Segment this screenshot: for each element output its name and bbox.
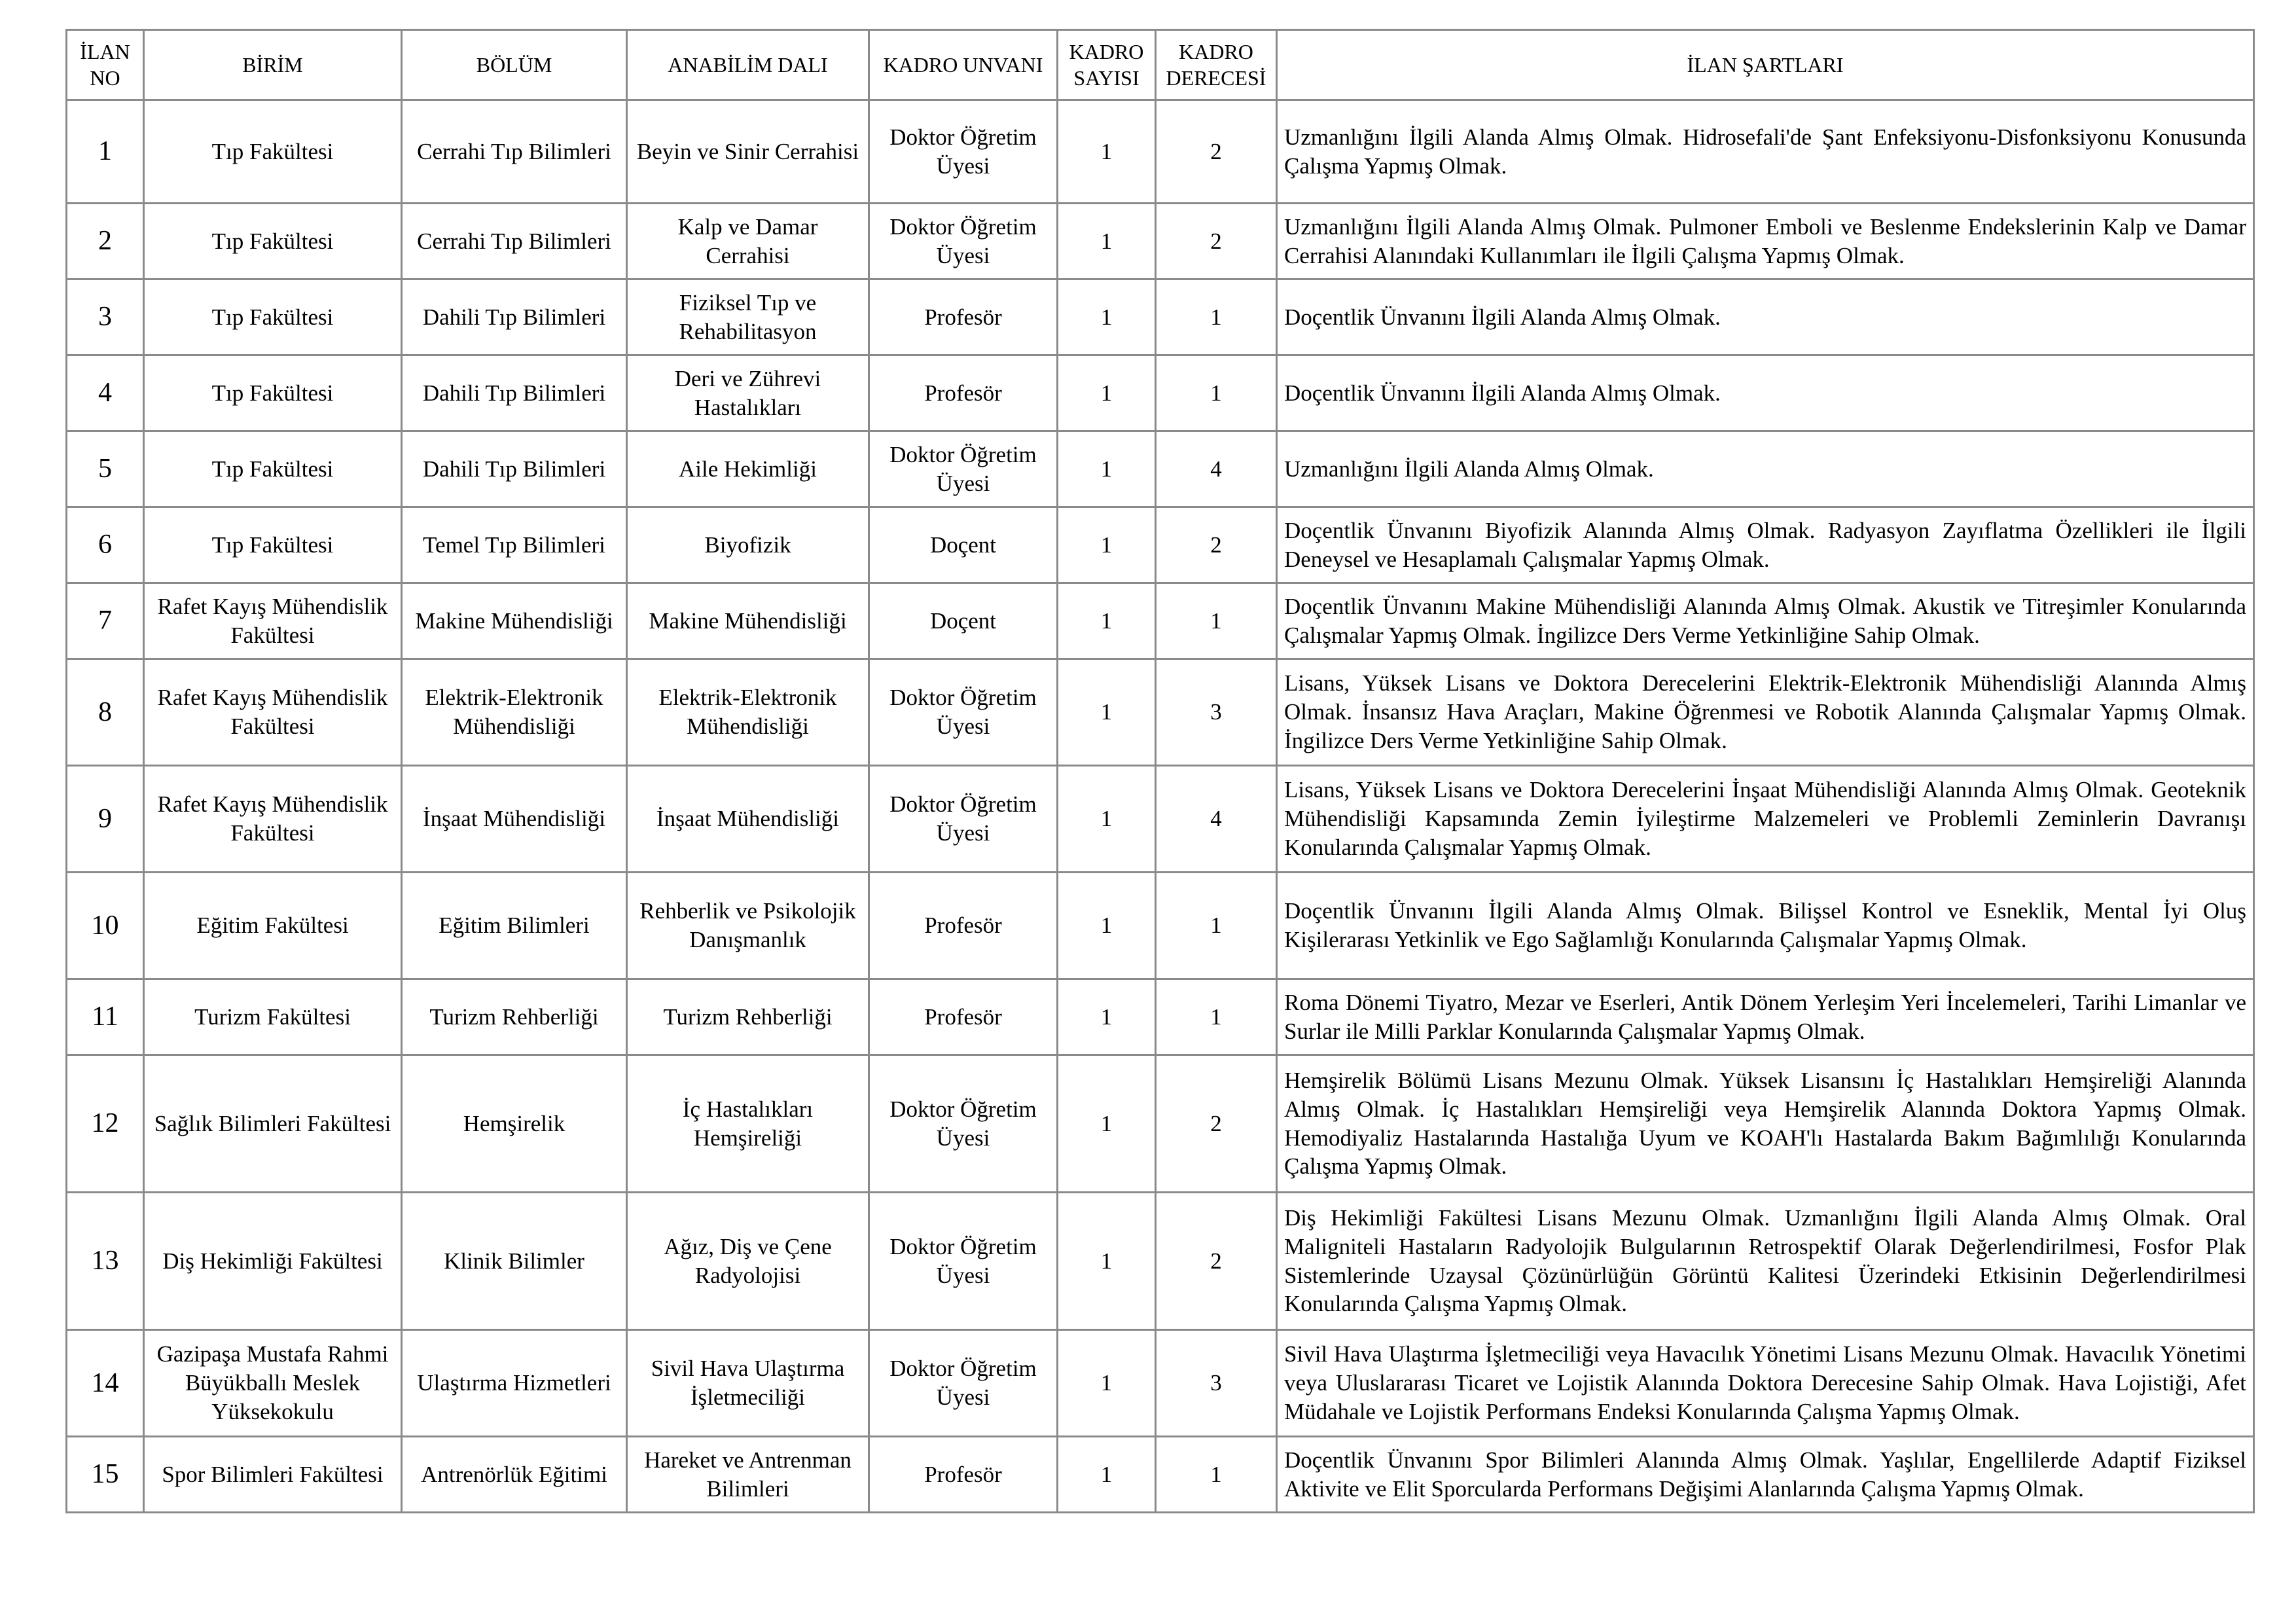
- ilan-sartlari-cell: Roma Dönemi Tiyatro, Mezar ve Eserleri, Antik Dönem Yerleşim Yeri İncelemeleri, Tarihi Limanlar ve Surlar ile Milli Parklar Konularında Çalışmalar Yapmış Olmak.: [1277, 979, 2254, 1055]
- ilan-no-cell: 2: [67, 204, 144, 280]
- kadro-derecesi-cell: 2: [1156, 204, 1277, 280]
- birim-cell: Tıp Fakültesi: [144, 507, 402, 583]
- anabilim-dali-cell: Turizm Rehberliği: [627, 979, 869, 1055]
- ilan-sartlari-cell: Uzmanlığını İlgili Alanda Almış Olmak.: [1277, 431, 2254, 507]
- ilan-sartlari-cell: Doçentlik Ünvanını İlgili Alanda Almış Olmak.: [1277, 280, 2254, 355]
- kadro-unvani-cell: Doçent: [869, 583, 1058, 659]
- bolum-cell: Elektrik-Elektronik Mühendisliği: [402, 659, 627, 766]
- kadro-unvani-cell: Profesör: [869, 280, 1058, 355]
- ilan-no-cell: 4: [67, 355, 144, 431]
- bolum-cell: Ulaştırma Hizmetleri: [402, 1330, 627, 1437]
- header-bolum: BÖLÜM: [402, 30, 627, 100]
- anabilim-dali-cell: Rehberlik ve Psikolojik Danışmanlık: [627, 873, 869, 979]
- kadro-sayisi-cell: 1: [1058, 873, 1156, 979]
- table-row: [67, 766, 2254, 873]
- kadro-derecesi-cell: 3: [1156, 1330, 1277, 1437]
- ilan-sartlari-cell: Doçentlik Ünvanını Spor Bilimleri Alanında Almış Olmak. Yaşlılar, Engellilerde Adaptif Fiziksel Aktivite ve Elit Sporcularda Performans Değişimi Alanlarında Çalışma Yapmış Olmak.: [1277, 1437, 2254, 1513]
- table-row: [67, 659, 2254, 766]
- ilan-no-cell: 13: [67, 1193, 144, 1330]
- anabilim-dali-cell: Sivil Hava Ulaştırma İşletmeciliği: [627, 1330, 869, 1437]
- ilan-no-cell: 15: [67, 1437, 144, 1513]
- kadro-unvani-cell: Profesör: [869, 1437, 1058, 1513]
- anabilim-dali-cell: Ağız, Diş ve Çene Radyolojisi: [627, 1193, 869, 1330]
- header-kadro-unvani: KADRO UNVANI: [869, 30, 1058, 100]
- table-row: [67, 1193, 2254, 1330]
- kadro-sayisi-cell: 1: [1058, 1055, 1156, 1193]
- kadro-unvani-cell: Profesör: [869, 979, 1058, 1055]
- header-kadro-derecesi: KADRO DERECESİ: [1156, 30, 1277, 100]
- ilan-no-cell: 1: [67, 100, 144, 204]
- bolum-cell: Hemşirelik: [402, 1055, 627, 1193]
- kadro-derecesi-cell: 2: [1156, 1193, 1277, 1330]
- ilan-no-cell: 14: [67, 1330, 144, 1437]
- bolum-cell: Turizm Rehberliği: [402, 979, 627, 1055]
- kadro-sayisi-cell: 1: [1058, 100, 1156, 204]
- kadro-unvani-cell: Doktor Öğretim Üyesi: [869, 100, 1058, 204]
- anabilim-dali-cell: Elektrik-Elektronik Mühendisliği: [627, 659, 869, 766]
- birim-cell: Spor Bilimleri Fakültesi: [144, 1437, 402, 1513]
- anabilim-dali-cell: Hareket ve Antrenman Bilimleri: [627, 1437, 869, 1513]
- header-birim: BİRİM: [144, 30, 402, 100]
- kadro-derecesi-cell: 2: [1156, 507, 1277, 583]
- bolum-cell: Makine Mühendisliği: [402, 583, 627, 659]
- kadro-sayisi-cell: 1: [1058, 1330, 1156, 1437]
- birim-cell: Tıp Fakültesi: [144, 204, 402, 280]
- header-row: [67, 30, 2254, 100]
- kadro-derecesi-cell: 3: [1156, 659, 1277, 766]
- header-anabilim-dali: ANABİLİM DALI: [627, 30, 869, 100]
- kadro-derecesi-cell: 4: [1156, 431, 1277, 507]
- kadro-sayisi-cell: 1: [1058, 979, 1156, 1055]
- ilan-sartlari-cell: Uzmanlığını İlgili Alanda Almış Olmak. Pulmoner Emboli ve Beslenme Endekslerinin Kalp ve Damar Cerrahisi Alanındaki Kullanımları ile İlgili Çalışma Yapmış Olmak.: [1277, 204, 2254, 280]
- table-row: [67, 1330, 2254, 1437]
- kadro-unvani-cell: Profesör: [869, 873, 1058, 979]
- bolum-cell: İnşaat Mühendisliği: [402, 766, 627, 873]
- kadro-derecesi-cell: 1: [1156, 280, 1277, 355]
- kadro-unvani-cell: Doktor Öğretim Üyesi: [869, 766, 1058, 873]
- birim-cell: Eğitim Fakültesi: [144, 873, 402, 979]
- kadro-sayisi-cell: 1: [1058, 1193, 1156, 1330]
- bolum-cell: Dahili Tıp Bilimleri: [402, 431, 627, 507]
- anabilim-dali-cell: Beyin ve Sinir Cerrahisi: [627, 100, 869, 204]
- kadro-derecesi-cell: 2: [1156, 1055, 1277, 1193]
- ilan-no-cell: 7: [67, 583, 144, 659]
- anabilim-dali-cell: Aile Hekimliği: [627, 431, 869, 507]
- ilan-sartlari-cell: Lisans, Yüksek Lisans ve Doktora Derecelerini Elektrik-Elektronik Mühendisliği Alanında Almış Olmak. İnsansız Hava Araçları, Makine Öğrenmesi ve Robotik Alanında Çalışmalar Yapmış Olmak. İngilizce Ders Verme Yetkinliğine Sahip Olmak.: [1277, 659, 2254, 766]
- kadro-unvani-cell: Doktor Öğretim Üyesi: [869, 1330, 1058, 1437]
- ilan-sartlari-cell: Lisans, Yüksek Lisans ve Doktora Derecelerini İnşaat Mühendisliği Alanında Almış Olmak. Geoteknik Mühendisliği Kapsamında Zemin İyileştirme Malzemeleri ve Problemli Zeminlerin Davranışı Konularında Çalışmalar Yapmış Olmak.: [1277, 766, 2254, 873]
- birim-cell: Turizm Fakültesi: [144, 979, 402, 1055]
- table-row: [67, 583, 2254, 659]
- ilan-sartlari-cell: Hemşirelik Bölümü Lisans Mezunu Olmak. Yüksek Lisansını İç Hastalıkları Hemşireliği Alanında Almış Olmak. İç Hastalıkları Hemşireliği veya Hemşirelik Alanında Doktora Yapmış Olmak. Hemodiyaliz Hastalarında Hastalığa Uyum ve KOAH'lı Hastalarda Bakım Bağımlılığı Konularında Çalışma Yapmış Olmak.: [1277, 1055, 2254, 1193]
- header-ilan-sartlari: İLAN ŞARTLARI: [1277, 30, 2254, 100]
- birim-cell: Rafet Kayış Mühendislik Fakültesi: [144, 766, 402, 873]
- ilan-sartlari-cell: Doçentlik Ünvanını İlgili Alanda Almış Olmak.: [1277, 355, 2254, 431]
- kadro-sayisi-cell: 1: [1058, 766, 1156, 873]
- kadro-derecesi-cell: 4: [1156, 766, 1277, 873]
- kadro-unvani-cell: Doktor Öğretim Üyesi: [869, 1193, 1058, 1330]
- kadro-derecesi-cell: 1: [1156, 1437, 1277, 1513]
- kadro-sayisi-cell: 1: [1058, 280, 1156, 355]
- kadro-sayisi-cell: 1: [1058, 583, 1156, 659]
- ilan-no-cell: 6: [67, 507, 144, 583]
- ilan-sartlari-cell: Uzmanlığını İlgili Alanda Almış Olmak. Hidrosefali'de Şant Enfeksiyonu-Disfonksiyonu Konusunda Çalışma Yapmış Olmak.: [1277, 100, 2254, 204]
- bolum-cell: Cerrahi Tıp Bilimleri: [402, 100, 627, 204]
- bolum-cell: Temel Tıp Bilimleri: [402, 507, 627, 583]
- kadro-derecesi-cell: 2: [1156, 100, 1277, 204]
- table-row: [67, 431, 2254, 507]
- ilan-no-cell: 12: [67, 1055, 144, 1193]
- kadro-derecesi-cell: 1: [1156, 873, 1277, 979]
- kadro-derecesi-cell: 1: [1156, 355, 1277, 431]
- bolum-cell: Dahili Tıp Bilimleri: [402, 280, 627, 355]
- table-row: [67, 100, 2254, 204]
- kadro-derecesi-cell: 1: [1156, 583, 1277, 659]
- table-row: [67, 507, 2254, 583]
- kadro-sayisi-cell: 1: [1058, 659, 1156, 766]
- ilan-no-cell: 8: [67, 659, 144, 766]
- birim-cell: Tıp Fakültesi: [144, 431, 402, 507]
- kadro-unvani-cell: Doktor Öğretim Üyesi: [869, 204, 1058, 280]
- header-ilan-no: İLAN NO: [67, 30, 144, 100]
- table-row: [67, 204, 2254, 280]
- ilan-sartlari-cell: Diş Hekimliği Fakültesi Lisans Mezunu Olmak. Uzmanlığını İlgili Alanda Almış Olmak. Oral Maligniteli Hastaların Radyolojik Bulgularının Retrospektif Olarak Değerlendirilmesi, Fosfor Plak Sistemlerinde Uzaysal Çözünürlüğün Görüntü Kalitesi Üzerindeki Etkisinin Değerlendirilmesi Konularında Çalışma Yapmış Olmak.: [1277, 1193, 2254, 1330]
- anabilim-dali-cell: Deri ve Zührevi Hastalıkları: [627, 355, 869, 431]
- table-row: [67, 280, 2254, 355]
- birim-cell: Gazipaşa Mustafa Rahmi Büyükballı Meslek Yüksekokulu: [144, 1330, 402, 1437]
- ilan-sartlari-cell: Doçentlik Ünvanını Makine Mühendisliği Alanında Almış Olmak. Akustik ve Titreşimler Konularında Çalışmalar Yapmış Olmak. İngilizce Ders Verme Yetkinliğine Sahip Olmak.: [1277, 583, 2254, 659]
- kadro-unvani-cell: Profesör: [869, 355, 1058, 431]
- birim-cell: Rafet Kayış Mühendislik Fakültesi: [144, 583, 402, 659]
- ilan-no-cell: 5: [67, 431, 144, 507]
- birim-cell: Tıp Fakültesi: [144, 355, 402, 431]
- bolum-cell: Klinik Bilimler: [402, 1193, 627, 1330]
- table-row: [67, 873, 2254, 979]
- ilan-no-cell: 10: [67, 873, 144, 979]
- birim-cell: Diş Hekimliği Fakültesi: [144, 1193, 402, 1330]
- ilan-no-cell: 9: [67, 766, 144, 873]
- ilan-sartlari-cell: Sivil Hava Ulaştırma İşletmeciliği veya Havacılık Yönetimi Lisans Mezunu Olmak. Havacılık Yönetimi veya Uluslararası Ticaret ve Lojistik Alanında Doktora Derecesine Sahip Olmak. Hava Lojistiği, Afet Müdahale ve Lojistik Performans Endeksi Konularında Çalışma Yapmış Olmak.: [1277, 1330, 2254, 1437]
- anabilim-dali-cell: Fiziksel Tıp ve Rehabilitasyon: [627, 280, 869, 355]
- kadro-derecesi-cell: 1: [1156, 979, 1277, 1055]
- ilan-no-cell: 3: [67, 280, 144, 355]
- anabilim-dali-cell: İç Hastalıkları Hemşireliği: [627, 1055, 869, 1193]
- kadro-sayisi-cell: 1: [1058, 507, 1156, 583]
- ilan-no-cell: 11: [67, 979, 144, 1055]
- table-row: [67, 1055, 2254, 1193]
- kadro-sayisi-cell: 1: [1058, 204, 1156, 280]
- header-kadro-sayisi: KADRO SAYISI: [1058, 30, 1156, 100]
- table-row: [67, 1437, 2254, 1513]
- table-row: [67, 355, 2254, 431]
- kadro-unvani-cell: Doçent: [869, 507, 1058, 583]
- anabilim-dali-cell: Makine Mühendisliği: [627, 583, 869, 659]
- kadro-sayisi-cell: 1: [1058, 355, 1156, 431]
- bolum-cell: Cerrahi Tıp Bilimleri: [402, 204, 627, 280]
- ilan-sartlari-cell: Doçentlik Ünvanını İlgili Alanda Almış Olmak. Bilişsel Kontrol ve Esneklik, Mental İyi Oluş Kişilerarası Yetkinlik ve Ego Sağlamlığı Konularında Çalışmalar Yapmış Olmak.: [1277, 873, 2254, 979]
- kadro-sayisi-cell: 1: [1058, 1437, 1156, 1513]
- bolum-cell: Antrenörlük Eğitimi: [402, 1437, 627, 1513]
- birim-cell: Sağlık Bilimleri Fakültesi: [144, 1055, 402, 1193]
- anabilim-dali-cell: İnşaat Mühendisliği: [627, 766, 869, 873]
- table-body: [67, 100, 2254, 1513]
- ilan-table: [65, 29, 2255, 1513]
- anabilim-dali-cell: Biyofizik: [627, 507, 869, 583]
- birim-cell: Rafet Kayış Mühendislik Fakültesi: [144, 659, 402, 766]
- kadro-unvani-cell: Doktor Öğretim Üyesi: [869, 1055, 1058, 1193]
- birim-cell: Tıp Fakültesi: [144, 100, 402, 204]
- kadro-unvani-cell: Doktor Öğretim Üyesi: [869, 431, 1058, 507]
- kadro-sayisi-cell: 1: [1058, 431, 1156, 507]
- table-row: [67, 979, 2254, 1055]
- birim-cell: Tıp Fakültesi: [144, 280, 402, 355]
- ilan-sartlari-cell: Doçentlik Ünvanını Biyofizik Alanında Almış Olmak. Radyasyon Zayıflatma Özellikleri ile İlgili Deneysel ve Hesaplamalı Çalışmalar Yapmış Olmak.: [1277, 507, 2254, 583]
- anabilim-dali-cell: Kalp ve Damar Cerrahisi: [627, 204, 869, 280]
- kadro-unvani-cell: Doktor Öğretim Üyesi: [869, 659, 1058, 766]
- bolum-cell: Eğitim Bilimleri: [402, 873, 627, 979]
- bolum-cell: Dahili Tıp Bilimleri: [402, 355, 627, 431]
